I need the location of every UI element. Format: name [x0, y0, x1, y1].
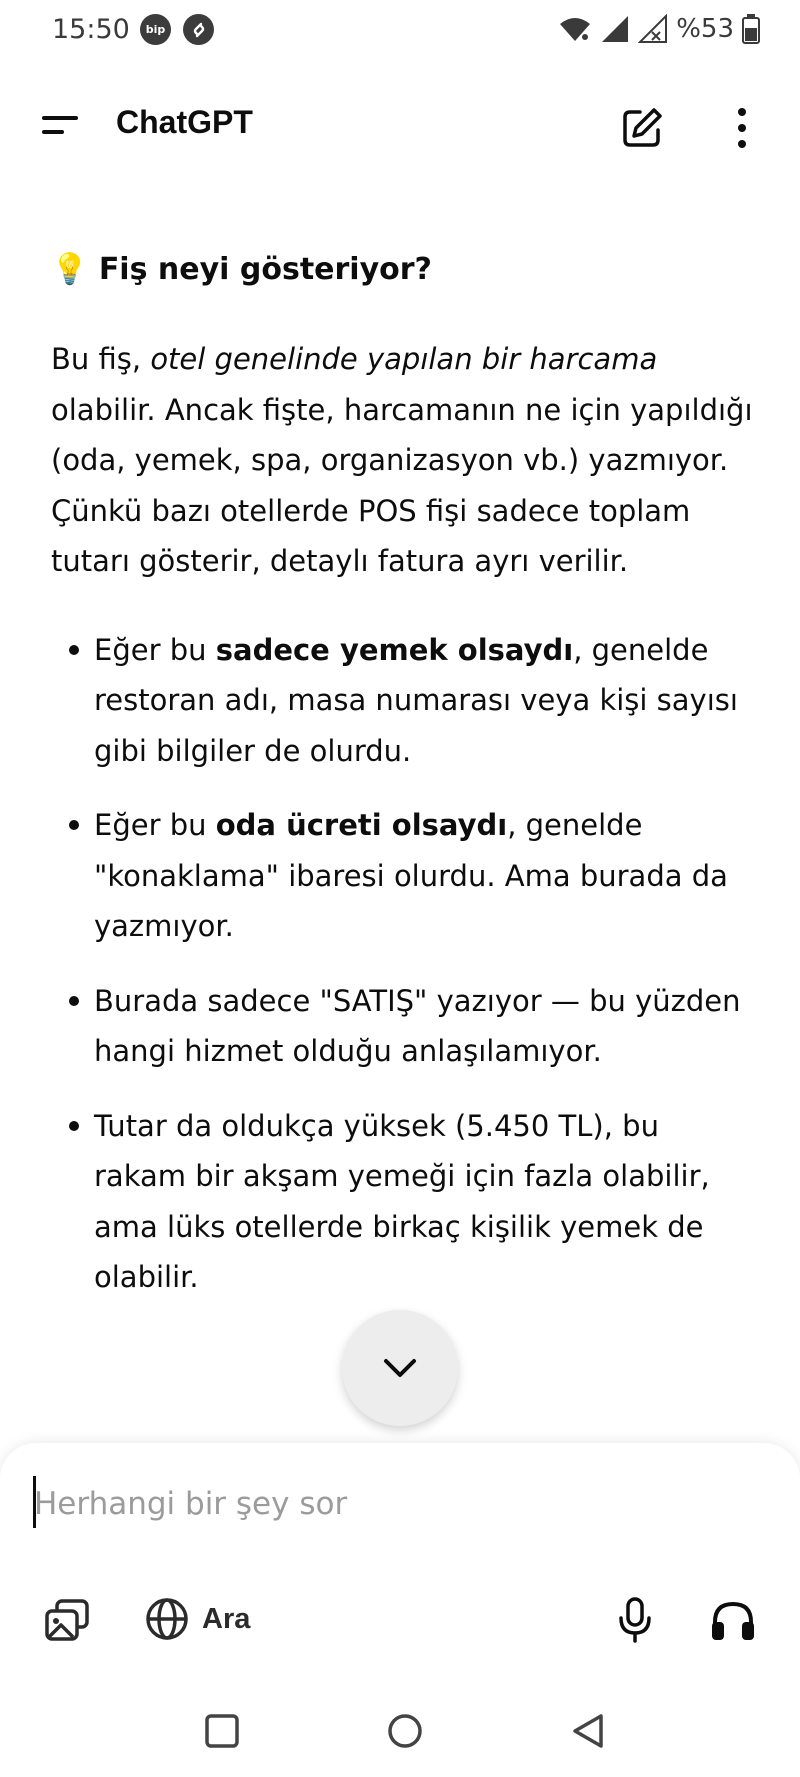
page-title: ChatGPT — [116, 104, 253, 140]
status-indicators — [558, 12, 760, 46]
list-item: Tutar da oldukça yüksek (5.450 TL), bu rakam bir akşam yemeği için fazla olabilir, ama lüks otellerde birkaç kişilik yemek de olabilir. — [51, 1101, 756, 1303]
message-bullet-list — [51, 625, 756, 1303]
bip-icon: bip — [140, 14, 171, 45]
prompt-input[interactable] — [34, 1478, 634, 1530]
attach-image-button[interactable] — [40, 1594, 96, 1646]
new-chat-button[interactable] — [616, 102, 668, 154]
home-icon — [386, 1712, 424, 1750]
menu-icon — [38, 110, 82, 140]
attach-image-icon — [43, 1597, 93, 1643]
recents-icon — [204, 1713, 240, 1749]
list-item: Eğer bu oda ücreti olsaydı, genelde "konaklama" ibaresi olurdu. Ama burada da yazmıyor. — [51, 800, 756, 952]
voice-mode-button[interactable] — [706, 1594, 760, 1646]
chevron-down-icon — [380, 1356, 420, 1380]
home-button[interactable] — [382, 1708, 428, 1754]
headphones-icon — [709, 1598, 757, 1642]
text-caret — [33, 1476, 36, 1528]
battery-percent: %53 — [676, 14, 734, 44]
voice-input-button[interactable] — [610, 1594, 660, 1646]
status-time: 15:50 — [52, 14, 130, 45]
signal-icon — [600, 14, 630, 44]
globe-icon — [144, 1596, 190, 1642]
battery-icon — [742, 14, 760, 44]
list-item: Eğer bu sadece yemek olsaydı, genelde restoran adı, masa numarası veya kişi sayısı gibi bilgiler de olurdu. — [51, 625, 756, 777]
message-heading-text: Fiş neyi gösteriyor? — [98, 252, 432, 287]
back-button[interactable] — [566, 1709, 610, 1753]
more-icon — [736, 107, 748, 149]
signal-no-service-icon — [638, 14, 668, 44]
recents-button[interactable] — [200, 1709, 244, 1753]
more-options-button[interactable] — [724, 102, 760, 154]
menu-button[interactable] — [34, 100, 86, 150]
back-icon — [570, 1712, 606, 1750]
list-item: Burada sadece "SATIŞ" yazıyor — bu yüzden hangi hizmet olduğu anlaşılamıyor. — [51, 976, 756, 1077]
message-heading — [51, 240, 756, 300]
assistant-message — [51, 240, 756, 1327]
message-paragraph: Bu fiş, otel genelinde yapılan bir harcama olabilir. Ancak fişte, harcamanın ne için yapıldığı (oda, yemek, spa, organizasyon vb.) yazmıyor. Çünkü bazı otellerde POS fişi sadece toplam tutarı gösterir, detaylı fatura ayrı verilir. — [51, 342, 753, 578]
microphone-icon — [616, 1596, 654, 1644]
scroll-to-bottom-button[interactable] — [342, 1310, 458, 1426]
search-label: Ara — [202, 1602, 251, 1635]
lightbulb-icon: 💡 — [51, 252, 89, 287]
shazam-icon — [183, 14, 214, 45]
search-button[interactable] — [144, 1594, 250, 1644]
new-chat-icon — [620, 106, 664, 150]
wifi-icon — [558, 15, 592, 43]
